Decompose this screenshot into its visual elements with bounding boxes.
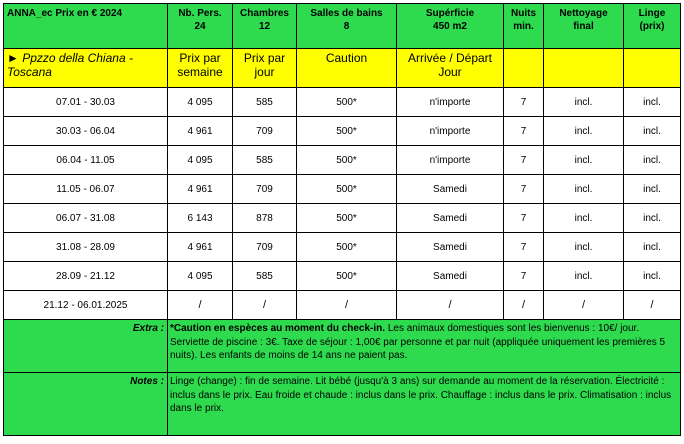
cell-period: 31.08 - 28.09 (4, 233, 168, 262)
cell-week-price: 4 095 (168, 262, 233, 291)
header-nettoyage-label: Nettoyage (559, 8, 608, 19)
cell-arrival-day: Samedi (397, 204, 504, 233)
header-row (4, 4, 681, 49)
cell-deposit: 500* (297, 204, 397, 233)
cell-linen: incl. (624, 262, 681, 291)
cell-min-nights: 7 (504, 175, 544, 204)
header-superficie-label: Supérficie (425, 8, 475, 19)
header-linge (624, 4, 681, 49)
cell-cleaning: incl. (544, 117, 624, 146)
header-nuits-label: Nuits (511, 8, 536, 19)
subheader-caution: Caution (297, 49, 397, 88)
cell-week-price: 4 095 (168, 88, 233, 117)
table-row (4, 262, 681, 291)
cell-linen: incl. (624, 88, 681, 117)
price-table-container (3, 3, 680, 436)
cell-min-nights: 7 (504, 146, 544, 175)
cell-day-price: / (233, 291, 297, 320)
cell-week-price: 6 143 (168, 204, 233, 233)
cell-deposit: 500* (297, 88, 397, 117)
price-rows (4, 88, 681, 320)
subheader-empty-nuits (504, 49, 544, 88)
cell-cleaning: incl. (544, 233, 624, 262)
table-row (4, 175, 681, 204)
cell-min-nights: 7 (504, 262, 544, 291)
cell-min-nights: 7 (504, 204, 544, 233)
cell-day-price: 709 (233, 117, 297, 146)
extra-text (168, 320, 681, 373)
cell-period: 06.04 - 11.05 (4, 146, 168, 175)
table-row (4, 117, 681, 146)
header-linge-value: (prix) (639, 21, 665, 32)
cell-period: 07.01 - 30.03 (4, 88, 168, 117)
cell-week-price: 4 961 (168, 117, 233, 146)
header-persons-label: Nb. Pers. (178, 8, 222, 19)
cell-deposit: 500* (297, 233, 397, 262)
cell-week-price: 4 961 (168, 233, 233, 262)
cell-day-price: 878 (233, 204, 297, 233)
cell-cleaning: / (544, 291, 624, 320)
cell-deposit: 500* (297, 117, 397, 146)
cell-linen: incl. (624, 146, 681, 175)
header-superficie-value: 450 m2 (433, 21, 467, 32)
header-bains (297, 4, 397, 49)
cell-deposit: / (297, 291, 397, 320)
header-chambres-value: 12 (258, 21, 271, 32)
cell-min-nights: 7 (504, 88, 544, 117)
cell-arrival-day: n'importe (397, 146, 504, 175)
cell-period: 06.07 - 31.08 (4, 204, 168, 233)
cell-day-price: 585 (233, 262, 297, 291)
cell-day-price: 709 (233, 175, 297, 204)
header-linge-label: Linge (638, 8, 666, 19)
cell-week-price: 4 095 (168, 146, 233, 175)
cell-day-price: 709 (233, 233, 297, 262)
header-chambres-label: Chambres (240, 8, 289, 19)
cell-min-nights: / (504, 291, 544, 320)
cell-day-price: 585 (233, 146, 297, 175)
cell-cleaning: incl. (544, 204, 624, 233)
cell-period: 21.12 - 06.01.2025 (4, 291, 168, 320)
cell-min-nights: 7 (504, 117, 544, 146)
cell-arrival-day: Samedi (397, 262, 504, 291)
subheader-row (4, 49, 681, 88)
cell-period: 30.03 - 06.04 (4, 117, 168, 146)
cell-deposit: 500* (297, 262, 397, 291)
extra-label: Extra : (4, 320, 168, 373)
notes-label: Notes : (4, 373, 168, 436)
cell-cleaning: incl. (544, 88, 624, 117)
cell-linen: incl. (624, 204, 681, 233)
cell-cleaning: incl. (544, 262, 624, 291)
property-name: ► Ppzzo della Chiana - Toscana (4, 49, 168, 88)
subheader-empty-nettoyage (544, 49, 624, 88)
cell-arrival-day: / (397, 291, 504, 320)
cell-linen: / (624, 291, 681, 320)
cell-deposit: 500* (297, 146, 397, 175)
cell-arrival-day: n'importe (397, 117, 504, 146)
table-row (4, 88, 681, 117)
cell-cleaning: incl. (544, 146, 624, 175)
cell-arrival-day: Samedi (397, 175, 504, 204)
header-bains-value: 8 (343, 21, 350, 32)
notes-row (4, 373, 681, 436)
subheader-prix-jour: Prix par jour (233, 49, 297, 88)
cell-arrival-day: Samedi (397, 233, 504, 262)
subheader-arrivee: Arrivée / Départ Jour (397, 49, 504, 88)
table-row (4, 204, 681, 233)
cell-period: 28.09 - 21.12 (4, 262, 168, 291)
cell-week-price: 4 961 (168, 175, 233, 204)
extra-bold-text: *Caution en espèces au moment du check-in. (170, 323, 386, 334)
table-row (4, 291, 681, 320)
cell-cleaning: incl. (544, 175, 624, 204)
cell-linen: incl. (624, 175, 681, 204)
table-row (4, 146, 681, 175)
cell-linen: incl. (624, 117, 681, 146)
cell-period: 11.05 - 06.07 (4, 175, 168, 204)
header-chambres (233, 4, 297, 49)
extra-row (4, 320, 681, 373)
cell-deposit: 500* (297, 175, 397, 204)
price-table (3, 3, 681, 436)
subheader-prix-semaine: Prix par semaine (168, 49, 233, 88)
header-superficie (397, 4, 504, 49)
subheader-empty-linge (624, 49, 681, 88)
header-nettoyage (544, 4, 624, 49)
cell-day-price: 585 (233, 88, 297, 117)
cell-linen: incl. (624, 233, 681, 262)
header-nuits-value: min. (513, 21, 534, 32)
header-bains-label: Salles de bains (310, 8, 383, 19)
header-persons (168, 4, 233, 49)
notes-text: Linge (change) : fin de semaine. Lit bébé (jusqu'à 3 ans) sur demande au moment de la réservation. Électricité : inclus dans le prix. Eau froide et chaude : inclus dans le prix. Chauffage : inclus dans le prix. Climatisation : inclus dans le prix. (168, 373, 681, 436)
header-nettoyage-value: final (573, 21, 594, 32)
cell-arrival-day: n'importe (397, 88, 504, 117)
extra-body-text: Les animaux domestiques sont les bienvenus : 10€/ jour. Serviette de piscine : 3€. Taxe de séjour : 1,00€ par personne et par nuit (appliquée uniquement les premières 5 nuits). Les enfants de moins de 14 ans ne paient pas. (170, 323, 666, 361)
header-persons-value: 24 (194, 21, 206, 32)
cell-min-nights: 7 (504, 233, 544, 262)
table-title: ANNA_ec Prix en € 2024 (4, 4, 168, 49)
cell-week-price: / (168, 291, 233, 320)
table-row (4, 233, 681, 262)
header-nuits (504, 4, 544, 49)
